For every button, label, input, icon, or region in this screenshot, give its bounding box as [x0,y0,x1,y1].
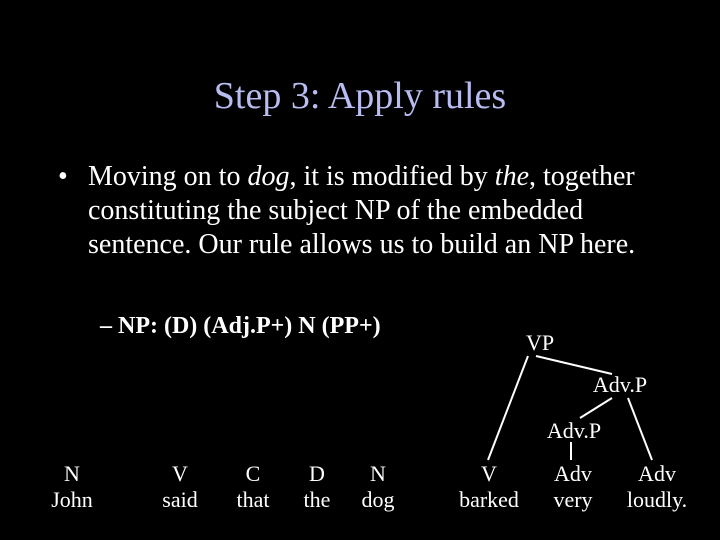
word-label: that [236,487,270,512]
tree-node-advp-inner: Adv.P [546,418,602,443]
slide-title: Step 3: Apply rules [213,75,507,117]
category-label: C [245,461,261,486]
bullet-text-prefix: Moving on to [88,161,248,192]
category-label: V [172,461,188,486]
word-label: very [553,487,593,512]
word-label: the [303,487,331,512]
bullet-text-emphasis-dog: dog [247,161,290,192]
category-label: Adv [554,461,592,486]
tree-node-vp: VP [525,330,555,355]
word-column [304,461,331,513]
category-label: D [309,461,325,486]
word-column [162,461,197,513]
word-column [237,461,270,513]
word-label: barked [459,487,519,512]
category-label: N [64,461,80,486]
word-label: said [162,487,198,512]
branch-advp-outer-to-advp-inner [580,398,612,418]
bullet-text-suffix: , together constituting the subject NP of the embedded sentence. Our rule allows us to build an NP here. [88,161,636,260]
word-column [362,461,395,513]
word-label: John [51,487,93,512]
word-label: loudly. [626,487,688,512]
category-label: N [370,461,386,486]
word-column [553,461,592,513]
branch-advp-outer-to-loudly [628,398,652,460]
word-column [627,461,687,513]
sub-bullet-rule: – NP: (D) (Adj.P+) N (PP+) [100,313,381,339]
bullet-text-emphasis-the: the [494,161,530,192]
branch-vp-to-barked [488,356,528,460]
bullet-dot-icon: • [58,161,68,192]
word-label: dog [361,487,395,512]
category-label: Adv [638,461,676,486]
word-column [459,461,519,513]
word-column [51,461,93,513]
bullet-text-middle: , it is modified by [289,161,495,192]
tree-node-advp-outer: Adv.P [592,372,648,397]
category-label: V [481,461,497,486]
